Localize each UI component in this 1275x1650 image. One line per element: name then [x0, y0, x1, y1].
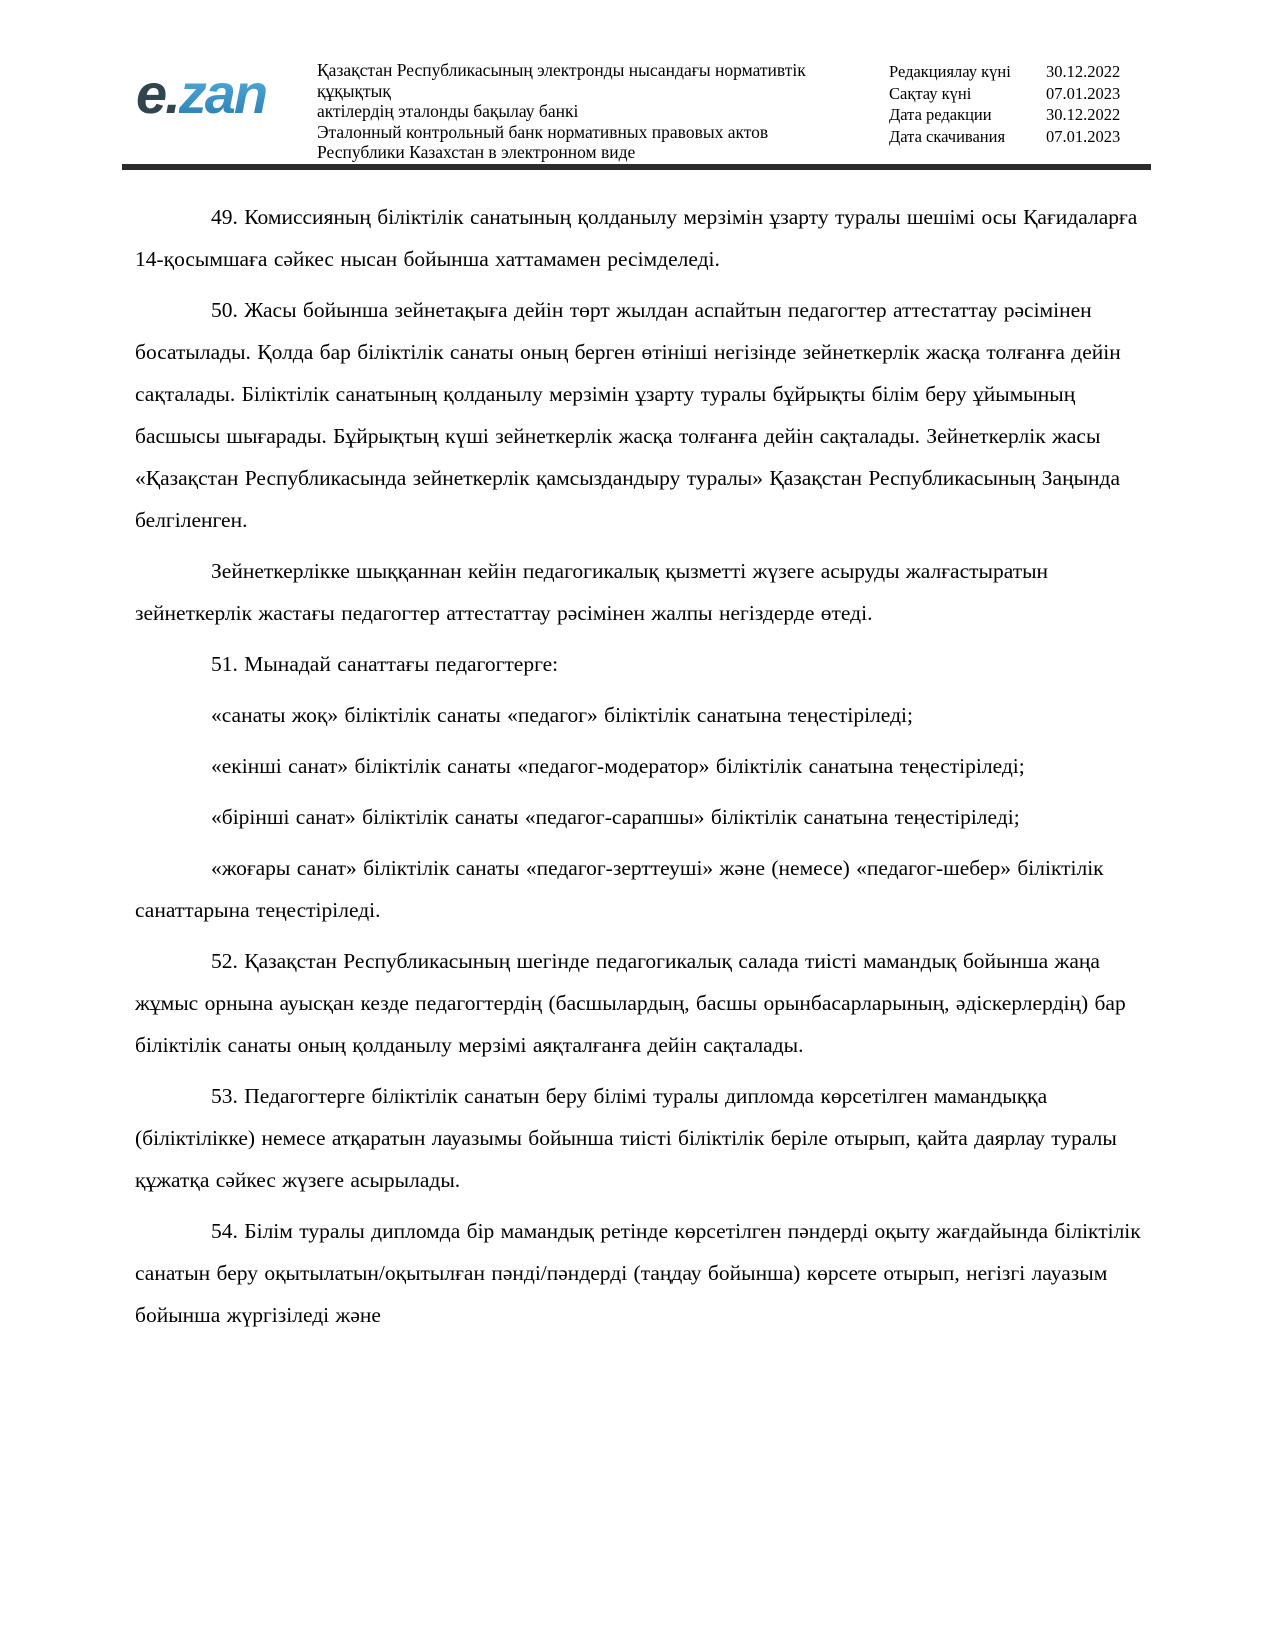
date-value: 07.01.2023 — [1046, 126, 1121, 146]
paragraph-51-item-first-category: «бірінші санат» біліктілік санаты «педагог-сарапшы» біліктілік санатына теңестіріледі; — [211, 805, 1020, 829]
paragraph-49: 49. Комиссияның біліктілік санатының қолданылу мерзімін ұзарту туралы шешімі осы Қағидаларға 14-қосымшаға сәйкес нысан бойынша хаттамамен ресімделеді. — [135, 205, 1138, 271]
date-value: 30.12.2022 — [1046, 105, 1121, 124]
org-title-line-kk-2: актілердің эталонды бақылау банкі — [317, 101, 579, 121]
paragraph-52: 52. Қазақстан Республикасының шегінде педагогикалық салада тиісті мамандық бойынша жаңа жұмыс орнына ауысқан кезде педагогтердің (басшылардың, басшы орынбасарларының, әдіскерлердің) бар біліктілік санаты оның қолданылу мерзімі аяқталғанға дейін сақталады. — [135, 949, 1126, 1057]
date-label: Сақтау күні — [889, 83, 972, 103]
logo-part-zan: zan — [178, 62, 267, 125]
date-row-edit-kk — [889, 61, 1154, 83]
header-divider-rule — [122, 164, 1151, 170]
date-value: 07.01.2023 — [1046, 83, 1121, 103]
paragraph-50-continued: Зейнеткерлікке шыққаннан кейін педагогикалық қызметті жүзеге асыруды жалғастыратын зейнеткерлік жастағы педагогтер аттестаттау рәсімінен жалпы негіздерде өтеді. — [135, 559, 1049, 625]
ezan-logo — [136, 62, 267, 125]
date-value: 30.12.2022 — [1046, 62, 1121, 81]
date-label: Дата редакции — [889, 105, 992, 124]
org-title-line-ru-1: Эталонный контрольный банк нормативных правовых актов — [317, 121, 769, 142]
date-label: Дата скачивания — [889, 126, 1006, 146]
paragraph-51-item-no-category: «санаты жоқ» біліктілік санаты «педагог» біліктілік санатына теңестіріледі; — [211, 703, 913, 727]
paragraph-53: 53. Педагогтерге біліктілік санатын беру білімі туралы дипломда көрсетілген мамандыққа (біліктілікке) немесе атқаратын лауазымы бойынша тиісті біліктілік беріле отырып, қайта даярлау туралы құжатқа сәйкес жүзеге асырылады. — [135, 1084, 1117, 1192]
date-row-save-kk — [889, 83, 1154, 105]
paragraph-51-item-second-category: «екінші санат» біліктілік санаты «педагог-модератор» біліктілік санатына теңестіріледі; — [211, 754, 1025, 778]
date-row-edit-ru — [889, 104, 1154, 126]
paragraph-51: 51. Мынадай санаттағы педагогтерге: — [211, 652, 559, 676]
logo-part-e: e. — [136, 62, 179, 125]
document-text-body — [135, 196, 1153, 1345]
org-title-line-kk-1: Қазақстан Республикасының электронды нысандағы нормативтік құқықтық — [317, 60, 806, 101]
paragraph-54: 54. Білім туралы дипломда бір мамандық ретінде көрсетілген пәндерді оқыту жағдайында біліктілік санатын беру оқытылатын/оқытылған пәнді/пәндерді (таңдау бойынша) көрсете отырып, негізгі лауазым бойынша жүргізіледі және — [135, 1219, 1141, 1327]
document-dates — [889, 61, 1154, 147]
date-row-download-ru — [889, 126, 1154, 148]
paragraph-50: 50. Жасы бойынша зейнетақыға дейін төрт жылдан аспайтын педагогтер аттестаттау рәсімінен босатылады. Қолда бар біліктілік санаты оның берген өтініші негізінде зейнеткерлік жасқа толғанға дейін сақталады. Біліктілік санатының қолданылу мерзімін ұзарту туралы бұйрықты білім беру ұйымының басшысы шығарады. Бұйрықтың күші зейнеткерлік жасқа толғанға дейін сақталады. Зейнеткерлік жасы «Қазақстан Республикасында зейнеткерлік қамсыздандыру туралы» Қазақстан Республикасының Заңында белгіленген. — [135, 298, 1121, 532]
org-title-line-ru-2: Республики Казахстан в электронном виде — [317, 142, 636, 162]
org-title-block — [317, 60, 872, 163]
paragraph-51-item-highest-category: «жоғары санат» біліктілік санаты «педагог-зерттеуші» және (немесе) «педагог-шебер» біліктілік санаттарына теңестіріледі. — [135, 856, 1104, 922]
date-label: Редакциялау күні — [889, 62, 1011, 81]
